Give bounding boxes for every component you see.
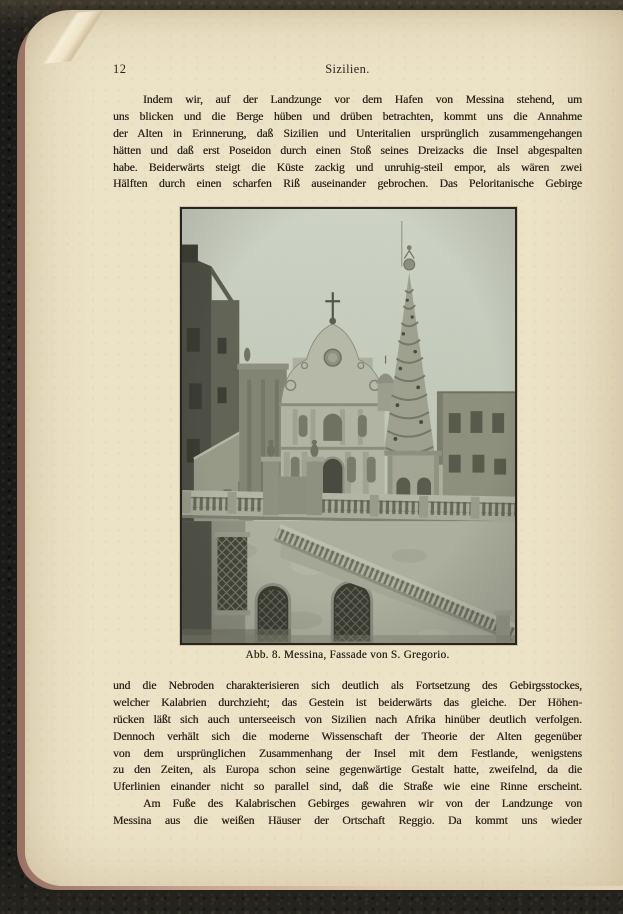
text-line: Indem wir, auf der Landzunge vor dem Hafen von Messina stehend, um: [143, 93, 582, 106]
text-line: und die Nebroden charakterisieren sich deutlich als Fortsetzung des Gebirgsstockes,: [113, 679, 582, 692]
body-paragraph: [113, 92, 582, 193]
text-line: hätten und daß erst Poseidon durch einen Stoß seines Dreizacks die Insel abgespalten: [113, 143, 582, 157]
church-photo-illustration: [182, 209, 515, 643]
text-line: von dem ursprünglichen Zusammenhang der Insel mit dem Festlande, wenigstens: [113, 746, 582, 760]
running-head: Sizilien.: [325, 62, 370, 76]
text-line: zu den Zeiten, als Europa schon seine gegenwärtige Gestalt hatte, zweifelnd, da die: [113, 763, 582, 777]
text-line: Uferlinien einander nicht so parallel sind, daß die Straße wie eine Rinne erscheint.: [113, 780, 582, 794]
text-line: habe. Beiderwärts steigt die Küste zackig und unruhig-steil empor, als wären zwei: [113, 160, 582, 174]
page-number: 12: [113, 62, 127, 76]
body-paragraph: [113, 796, 582, 830]
text-line: Am Fuße des Kalabrischen Gebirges gewahren wir von der Landzunge von: [143, 797, 582, 810]
figure-caption: Abb. 8. Messina, Fassade von S. Gregorio.: [245, 649, 450, 661]
body-paragraph: [113, 678, 582, 796]
text-line: Hälften durch einen scharfen Riß auseinander gebrochen. Das Peloritanische Gebirge: [113, 177, 582, 191]
text-line: der Alten in Erinnerung, daß Sizilien und Unteritalien ursprünglich zusammengehangen: [113, 126, 582, 140]
text-line: uns blicken und die Berge hüben und drüben betrachten, kommt uns die Annahme: [113, 109, 582, 123]
text-line: welcher Kalabrien durchzieht; das Gestein ist beiderwärts das gleiche. Der Höhen-: [113, 695, 582, 709]
text-line: Dennoch verhält sich die moderne Wissenschaft der Theorie der Alten gegenüber: [113, 729, 582, 743]
text-line: Messina aus die weißen Häuser der Ortschaft Reggio. Da kommt uns wieder: [113, 813, 582, 827]
figure-photo: [180, 207, 517, 645]
corner-fold: [36, 10, 112, 64]
text-line: rücken läßt sich auch unterseeisch von Sizilien nach Afrika hinüber deutlich verfolgen.: [113, 712, 582, 726]
